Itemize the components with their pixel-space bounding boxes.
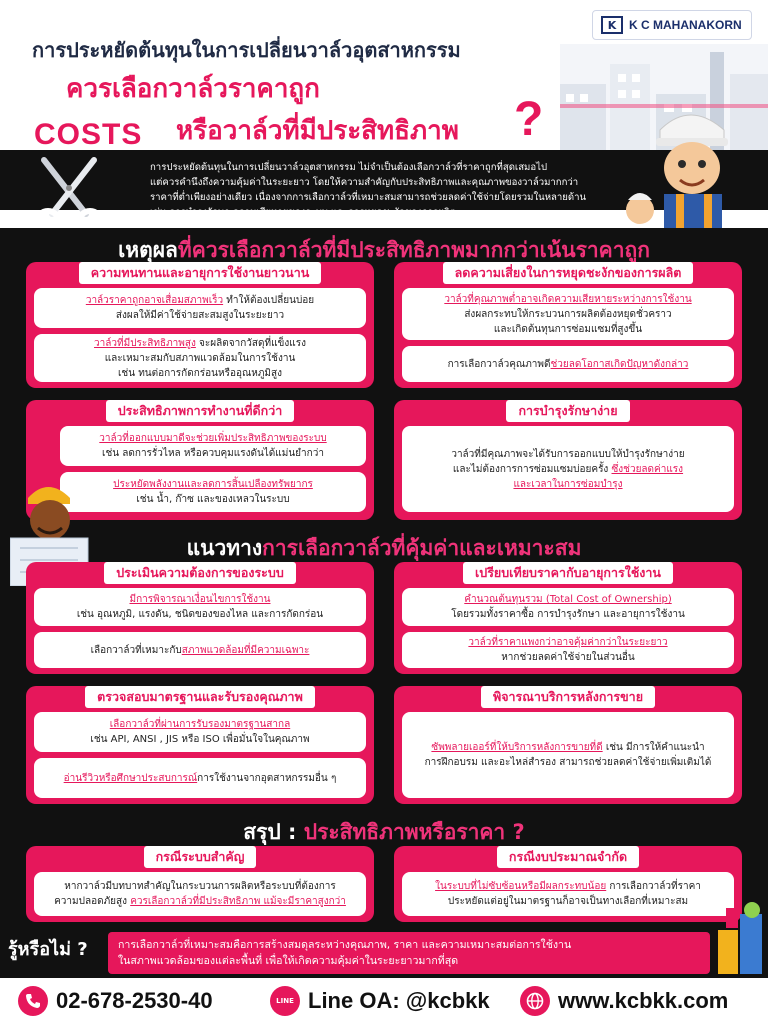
- risk-head: [394, 262, 742, 284]
- highlight-text: และเวลาในการซ่อมบำรุง: [513, 478, 623, 490]
- page-title-line1: การประหยัดต้นทุนในการเปลี่ยนวาล์วอุตสาหกรรม: [32, 38, 461, 62]
- did-you-know-line: ในสภาพแวดล้อมของแต่ละพื้นที่ เพื่อให้เกิดความคุ้มค่าในระยะยาวมากที่สุด: [118, 955, 459, 967]
- highlight-text: ควรเลือกวาล์วที่มีประสิทธิภาพ แม้จะมีราคาสูงกว่า: [130, 896, 346, 907]
- card-line: [448, 357, 689, 372]
- card-line: โดยรวมทั้งราคาซื้อ การบำรุงรักษา และอายุการใช้งาน: [451, 609, 685, 620]
- card-line: [86, 293, 314, 308]
- highlight-text: ประหยัดพลังงานและลดการสิ้นเปลืองทรัพยากร: [113, 479, 313, 490]
- highlight-text: สภาพแวดล้อมที่มีความเฉพาะ: [181, 644, 310, 656]
- card-line: และเหมาะสมกับสภาพแวดล้อมในการใช้งาน: [104, 352, 296, 364]
- assess-head: [26, 562, 374, 584]
- engineer-mascot-illustration: [620, 100, 760, 240]
- card-text: และไม่ต้องการการซ่อมแซมบ่อยครั้ง: [452, 463, 612, 475]
- footer: [0, 978, 768, 1024]
- efficiency-card-2: [60, 472, 366, 512]
- card-line: เช่น ทนต่อการกัดกร่อนหรืออุณหภูมิสูง: [117, 367, 283, 379]
- logo-text: K C MAHANAKORN: [629, 18, 742, 32]
- budget-head: [394, 846, 742, 868]
- card-line: [54, 894, 346, 909]
- panel-head-label: กรณีระบบสำคัญ: [144, 846, 257, 868]
- panel-head-label: เปรียบเทียบราคากับอายุการใช้งาน: [463, 562, 673, 584]
- card-line: [435, 879, 701, 894]
- scissors-icon: [24, 150, 114, 238]
- section-guidelines-title: [0, 532, 768, 565]
- card-line: [64, 771, 337, 786]
- risk-card-2: [402, 346, 734, 382]
- durability-card-1: [34, 288, 366, 328]
- card-text: ทำให้ต้องเปลี่ยนบ่อย: [223, 295, 315, 306]
- did-you-know-label: รู้หรือไม่ ?: [8, 939, 88, 960]
- phone-number: 02-678-2530-40: [56, 988, 213, 1013]
- highlight-text: วาล์วที่มีประสิทธิภาพสูง: [94, 337, 196, 349]
- valve-illustration: [712, 900, 768, 978]
- card-line: ส่งผลกระทบให้กระบวนการผลิตต้องหยุดชั่วคราว: [464, 308, 672, 320]
- card-line: [453, 462, 683, 477]
- highlight-text: มีการพิจารณาเงื่อนไขการใช้งาน: [129, 594, 271, 605]
- panel-head-label: ประเมินความต้องการของระบบ: [104, 562, 296, 584]
- highlight-text: วาล์วที่ออกแบบมาดีจะช่วยเพิ่มประสิทธิภาพของระบบ: [99, 433, 327, 444]
- card-line: เช่น อุณหภูมิ, แรงดัน, ชนิดของของไหล และการกัดกร่อน: [76, 609, 324, 620]
- section-title-white: แนวทาง: [186, 536, 263, 560]
- card-text: เช่น มีการให้คำแนะนำ: [602, 742, 705, 753]
- card-line: ส่งผลให้มีค่าใช้จ่ายสะสมสูงในระยะยาว: [115, 310, 285, 321]
- question-mark: ?: [514, 93, 544, 146]
- highlight-text: ช่วยลดโอกาสเกิดปัญหาดังกล่าว: [550, 358, 689, 370]
- standards-head: [26, 686, 374, 708]
- card-line: และเกิดต้นทุนการซ่อมแซมที่สูงขึ้น: [493, 323, 643, 335]
- line-oa-text: Line OA: @kcbkk: [308, 988, 490, 1013]
- durability-head: [26, 262, 374, 284]
- efficiency-head: [26, 400, 374, 422]
- summary-title-colon: :: [280, 820, 304, 844]
- card-line: เช่น น้ำ, ก๊าซ และของเหลวในระบบ: [136, 494, 290, 505]
- summary-title-white: สรุป: [243, 820, 281, 844]
- card-text: การเลือกวาล์วคุณภาพดี: [447, 358, 551, 370]
- standards-card-1: [34, 712, 366, 752]
- compare-head: [394, 562, 742, 584]
- risk-card-1: [402, 288, 734, 340]
- logo-mark-icon: K: [601, 16, 623, 34]
- panel-head-label: การบำรุงรักษาง่าย: [506, 400, 629, 422]
- panel-head-label: ความทนทานและอายุการใช้งานยาวนาน: [79, 262, 322, 284]
- durability-card-2: [34, 334, 366, 382]
- highlight-text: วาล์วที่คุณภาพต่ำอาจเกิดความเสียหายระหว่างการใช้งาน: [444, 293, 692, 305]
- phone-contact[interactable]: [18, 986, 213, 1016]
- section-title-pink: การเลือกวาล์วที่คุ้มค่าและเหมาะสม: [262, 536, 582, 560]
- section-title-white: เหตุผล: [118, 238, 178, 262]
- card-line: หากช่วยลดค่าใช้จ่ายในส่วนอื่น: [501, 652, 635, 663]
- intro-line: เช่น การบำรุงรักษา ความเสียหายของระบบ และการหยุดชะงักของการผลิต: [150, 207, 456, 218]
- line-contact[interactable]: [270, 986, 490, 1016]
- line-icon-badge: LINE: [276, 997, 294, 1005]
- intro-text: [150, 160, 646, 220]
- card-line: เช่น API, ANSI , JIS หรือ ISO เพื่อมั่นใจในคุณภาพ: [90, 734, 310, 745]
- critical-card: [34, 872, 366, 916]
- card-text: การใช้งานจากอุตสาหกรรมอื่น ๆ: [197, 772, 337, 784]
- page-title-line2: ควรเลือกวาล์วราคาถูก: [66, 74, 320, 104]
- panel-head-label: ประสิทธิภาพการทำงานที่ดีกว่า: [106, 400, 295, 422]
- card-line: ประหยัดแต่อยู่ในมาตรฐานก็อาจเป็นทางเลือกที่เหมาะสม: [447, 896, 689, 907]
- card-line: การฝึกอบรม และอะไหล่สำรอง สามารถช่วยลดค่าใช้จ่ายเพิ่มเติมได้: [424, 757, 712, 768]
- budget-card: [402, 872, 734, 916]
- card-text: ความปลอดภัยสูง: [54, 896, 131, 907]
- did-you-know-box: [108, 932, 710, 974]
- panel-head-label: กรณีงบประมาณจำกัด: [497, 846, 639, 868]
- phone-icon: [18, 986, 48, 1016]
- intro-line: ราคาที่ต่ำเพียงอย่างเดียว เนื่องจากการเลือกวาล์วที่เหมาะสมสามารถช่วยลดค่าใช้จ่ายโดยรวมในหลายด้าน: [150, 192, 587, 203]
- assess-card-2: [34, 632, 366, 668]
- panel-head-label: ลดความเสี่ยงในการหยุดชะงักของการผลิต: [443, 262, 694, 284]
- standards-card-2: [34, 758, 366, 798]
- card-text: จะผลิตจากวัสดุที่แข็งแรง: [195, 337, 306, 349]
- highlight-text: ซัพพลายเออร์ที่ให้บริการหลังการขายที่ดี: [431, 742, 603, 753]
- card-line: วาล์วที่มีคุณภาพจะได้รับการออกแบบให้บำรุงรักษาง่าย: [451, 448, 685, 460]
- after-sales-head: [394, 686, 742, 708]
- highlight-text: คำนวณต้นทุนรวม (Total Cost of Ownership): [464, 594, 672, 605]
- card-line: [431, 740, 704, 755]
- summary-title-pink: ประสิทธิภาพหรือราคา ?: [303, 820, 525, 844]
- costs-word: COSTS: [34, 118, 143, 151]
- after-sales-card: [402, 712, 734, 798]
- highlight-text: ในระบบที่ไม่ซับซ้อนหรือมีผลกระทบน้อย: [435, 881, 607, 892]
- compare-card-2: [402, 632, 734, 668]
- assess-card-1: [34, 588, 366, 626]
- intro-line: แต่ควรคำนึงถึงความคุ้มค่าในระยะยาว โดยให้ความสำคัญกับประสิทธิภาพและคุณภาพของวาล์วมากกว่า: [150, 177, 579, 188]
- card-line: [91, 643, 310, 658]
- website-link[interactable]: [520, 986, 728, 1016]
- header: [0, 0, 768, 248]
- maintenance-card: [402, 426, 734, 512]
- critical-head: [26, 846, 374, 868]
- card-line: หากวาล์วมีบทบาทสำคัญในกระบวนการผลิตหรือระบบที่ต้องการ: [64, 881, 336, 892]
- maintenance-head: [394, 400, 742, 422]
- card-line: [94, 336, 306, 351]
- website-url: www.kcbkk.com: [558, 988, 729, 1013]
- highlight-text: อ่านรีวิวหรือศึกษาประสบการณ์: [63, 772, 198, 784]
- page-title-line3: หรือวาล์วที่มีประสิทธิภาพ: [176, 116, 459, 146]
- section-title-pink: ที่ควรเลือกวาล์วที่มีประสิทธิภาพมากกว่าเน้นราคาถูก: [177, 238, 650, 262]
- highlight-text: เลือกวาล์วที่ผ่านการรับรองมาตรฐานสากล: [109, 719, 291, 730]
- summary-title: [0, 816, 768, 849]
- line-icon: [270, 986, 300, 1016]
- efficiency-card-1: [60, 426, 366, 466]
- card-line: เช่น ลดการรั่วไหล หรือควบคุมแรงดันได้แม่นยำกว่า: [102, 448, 324, 459]
- company-logo[interactable]: [592, 10, 752, 40]
- did-you-know-line: การเลือกวาล์วที่เหมาะสมคือการสร้างสมดุลระหว่างคุณภาพ, ราคา และความเหมาะสมต่อการใช้งาน: [118, 939, 572, 951]
- highlight-text: วาล์วที่ราคาแพงกว่าอาจคุ้มค่ากว่าในระยะยาว: [468, 637, 668, 648]
- panel-head-label: พิจารณาบริการหลังการขาย: [481, 686, 655, 708]
- card-text: การเลือกวาล์วที่ราคา: [606, 881, 701, 892]
- globe-icon: [520, 986, 550, 1016]
- panel-head-label: ตรวจสอบมาตรฐานและรับรองคุณภาพ: [85, 686, 315, 708]
- card-text: เลือกวาล์วที่เหมาะกับ: [90, 644, 182, 656]
- intro-line: การประหยัดต้นทุนในการเปลี่ยนวาล์วอุตสาหกรรม ไม่จำเป็นต้องเลือกวาล์วที่ราคาถูกที่สุดเสมอไป: [150, 162, 548, 173]
- highlight-text: วาล์วราคาถูกอาจเสื่อมสภาพเร็ว: [85, 295, 224, 306]
- compare-card-1: [402, 588, 734, 626]
- highlight-text: ซึ่งช่วยลดค่าแรง: [611, 463, 684, 475]
